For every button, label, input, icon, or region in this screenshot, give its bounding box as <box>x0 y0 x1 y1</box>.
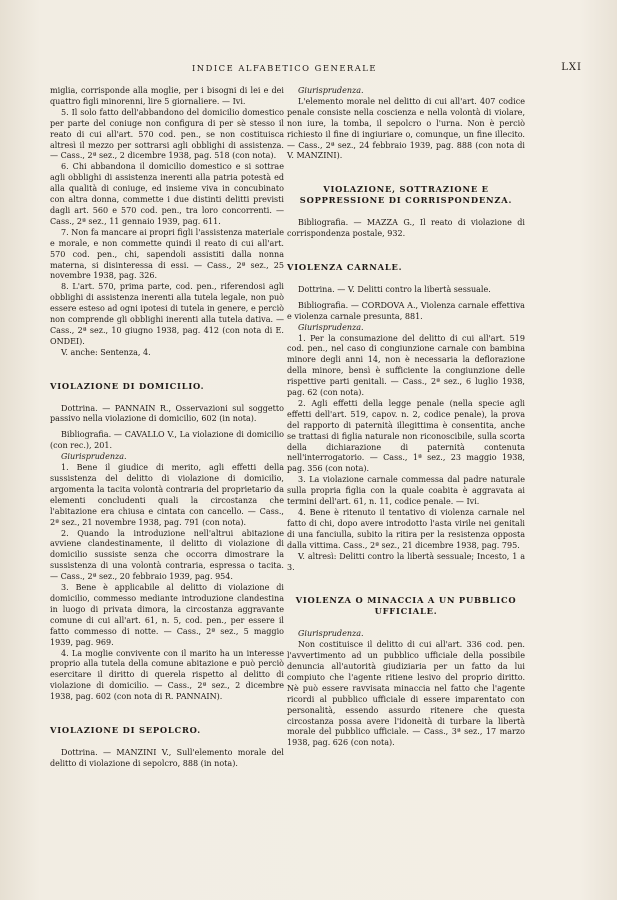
paragraph: miglia, corrisponde alla moglie, per i bisogni di lei e dei quattro figli minorenni, lire 5 giornaliere. — Ivi. <box>50 86 284 106</box>
paragraph: 1. Bene il giudice di merito, agli effetti della sussistenza del delitto di violazione di domicilio, argomenta la tacita volontà contraria del proprietario da elementi concludenti quali la circostanza che l'abitazione era chiusa e cintata con cancello. — Cass., 2ª sez., 21 novembre 1938, pag. 791 (con nota). <box>50 463 284 527</box>
paragraph: Non costituisce il delitto di cui all'art. 336 cod. pen. l'avvertimento ad un pubblico ufficiale della possibile denuncia all'autorità giudiziaria per un fatto da lui compiuto che l'agente ritiene lesivo del proprio diritto. Nè può essere ravvisata minaccia nel fatto che l'agente ricordi al pubblico ufficiale di essere imparentato con personalità, essendo assurdo ritenere che questa circostanza possa avere l'idoneità di turbare la libertà morale del pubblico ufficiale. — Cass., 3ª sez., 17 marzo 1938, pag. 626 (con nota). <box>287 640 525 748</box>
paragraph: 1. Per la consumazione del delitto di cui all'art. 519 cod. pen., nel caso di congiunzione carnale con bambina minore degli anni 14, non è necessaria la deflorazione della minore, bensì è sufficiente la congiunzione delle rispettive parti genitali. — Cass., 2ª sez., 6 luglio 1938, pag. 62 (con nota). <box>287 333 525 398</box>
paragraph: 3. La violazione carnale commessa dal padre naturale sulla propria figlia con la quale coabita è aggravata ai termini dell'art. 61, n. 11, codice penale. — Ivi. <box>287 475 525 507</box>
bibliography-entry: Bibliografia. — MAZZA G., Il reato di violazione di corrispondenza postale, 932. <box>287 218 525 239</box>
section-heading: VIOLENZA O MINACCIA A UN PUBBLICO UFFICIALE. <box>295 595 517 617</box>
doctrine-entry: Dottrina. — V. Delitti contro la libertà sessuale. <box>298 284 491 294</box>
bibliography-entry: Bibliografia. — CAVALLO V., La violazione di domicilio (con rec.), 201. <box>50 430 284 451</box>
paragraph: 7. Non fa mancare ai propri figli l'assistenza materiale e morale, e non commette quindi il reato di cui all'art. 570 cod. pen., chi, sapendoli assistiti dalla nonna materna, si disinteressa di essi. — Cass., 2ª sez., 25 novembre 1938, pag. 326. <box>50 227 284 281</box>
section-heading: VIOLAZIONE DI DOMICILIO. <box>50 380 205 391</box>
paragraph: 4. La moglie convivente con il marito ha un interesse proprio alla tutela della comune abitazione e può perciò esercitare il diritto di querela rispetto al delitto di violazione di domicilio. — Cass., 2ª sez., 2 dicembre 1938, pag. 602 (con nota di R. PANNAIN). <box>50 648 284 702</box>
subsection-label: Giurisprudenza. <box>298 86 364 95</box>
page-number: LXI <box>561 62 582 73</box>
see-also: V. anche: Sentenza, 4. <box>61 347 151 357</box>
paragraph: L'elemento morale nel delitto di cui all'art. 407 codice penale consiste nella coscienza e nella volontà di violare, non iure, la tomba, il sepolcro o l'urna. Non è perciò richiesto il fine di ingiuriare o, comunque, un fine illecito. — Cass., 2ª sez., 24 febbraio 1939, pag. 888 (con nota di V. MANZINI). <box>287 96 525 161</box>
bibliography-entry: Bibliografia. — CORDOVA A., Violenza carnale effettiva e violenza carnale presunta, 881. <box>287 300 525 321</box>
paragraph: 5. Il solo fatto dell'abbandono del domicilio domestico per parte del coniuge non configura di per sè stesso il reato di cui all'art. 570 cod. pen., se non costituisca altresì il mezzo per sottrarsi agli obblighi di assistenza. — Cass., 2ª sez., 2 dicembre 1938, pag. 518 (con nota). <box>50 107 284 161</box>
paragraph: 8. L'art. 570, prima parte, cod. pen., riferendosi agli obblighi di assistenza inerenti alla tutela legale, non può essere esteso ad ogni ipotesi di tutela in genere, e perciò non comprende gli obblighi inerenti alla tutela dativa. — Cass., 2ª sez., 10 giugno 1938, pag. 412 (con nota di E. ONDEI). <box>50 282 284 346</box>
paragraph: 4. Bene è ritenuto il tentativo di violenza carnale nel fatto di chi, dopo avere introdotto l'asta virile nei genitali di una fanciulla, subito la ritira per la resistenza opposta dalla vittima. Cass., 2ª sez., 21 dicembre 1938, pag. 795. <box>287 508 525 550</box>
paragraph: 2. Agli effetti della legge penale (nella specie agli effetti dell'art. 519, capov. n. 2, codice penale), la prova del rapporto di paternità illegittima è consentita, anche se trattasi di figlia naturale non riconoscibile, sulla scorta della dichiarazione di paternità contenuta nell'interrogatorio. — Cass., 1ª sez., 23 maggio 1938, pag. 356 (con nota). <box>287 398 525 474</box>
paragraph: 6. Chi abbandona il domicilio domestico e si sottrae agli obblighi di assistenza inerenti alla patria potestà ed alla qualità di coniuge, ed insieme viva in concubinato con altra donna, commette i due distinti delitti previsti dagli art. 560 e 570 cod. pen., tra loro concorrenti. — Cass., 2ª sez., 11 gennaio 1939, pag. 611. <box>50 162 284 226</box>
doctrine-entry: Dottrina. — PANNAIN R., Osservazioni sul soggetto passivo nella violazione di domicilio, 602 (in nota). <box>50 403 284 424</box>
running-head-title: INDICE ALFABETICO GENERALE <box>192 63 377 73</box>
subsection-label: Giurisprudenza. <box>298 322 364 332</box>
see-also: V. altresì: Delitti contro la libertà sessuale; Incesto, 1 a 3. <box>287 551 525 572</box>
section-heading: VIOLENZA CARNALE. <box>287 261 403 272</box>
section-heading: VIOLAZIONE DI SEPOLCRO. <box>50 725 201 736</box>
paragraph: 2. Quando la introduzione nell'altrui abitazione avviene clandestinamente, il delitto di violazione di domicilio sussiste senza che occorra dimostrare la sussistenza di una volontà contraria, espressa o tacita. — Cass., 2ª sez., 20 febbraio 1939, pag. 954. <box>50 528 284 582</box>
subsection-label: Giurisprudenza. <box>61 452 127 462</box>
subsection-label: Giurisprudenza. <box>298 629 364 639</box>
paragraph: 3. Bene è applicabile al delitto di violazione di domicilio, commesso mediante introduzione clandestina in luogo di privata dimora, la circostanza aggravante comune di cui all'art. 61, n. 5, cod. pen., per essere il fatto commesso di notte. — Cass., 2ª sez., 5 maggio 1939, pag. 969. <box>50 583 284 647</box>
left-column <box>50 86 284 770</box>
running-head <box>62 62 582 76</box>
right-column <box>287 86 525 749</box>
section-heading: VIOLAZIONE, SOTTRAZIONE E SOPPRESSIONE DI CORRISPONDENZA. <box>299 184 513 206</box>
doctrine-entry: Dottrina. — MANZINI V., Sull'elemento morale del delitto di violazione di sepolcro, 888 (in nota). <box>50 747 284 768</box>
